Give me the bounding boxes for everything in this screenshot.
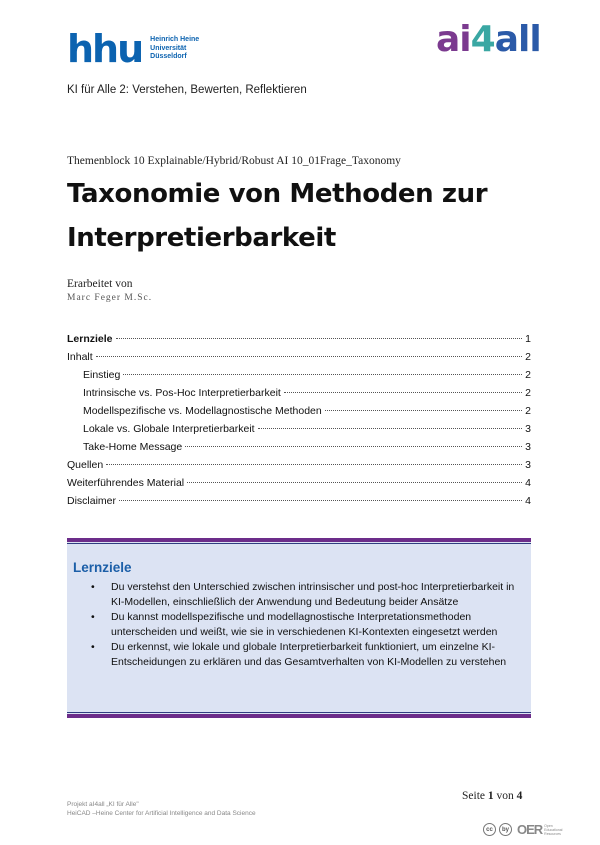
toc-leader-dots (96, 356, 522, 357)
learning-goals-title: Lernziele (73, 560, 132, 575)
toc-entry-label: Intrinsische vs. Pos-Hoc Interpretierbarkeit (83, 387, 281, 399)
toc-leader-dots (185, 446, 522, 447)
license-badges (483, 822, 562, 837)
author-label: Erarbeitet von (67, 278, 133, 290)
toc-entry-label: Modellspezifische vs. Modellagnostische Methoden (83, 405, 322, 417)
bullet-icon: • (91, 641, 95, 653)
toc-entry-label: Einstieg (83, 369, 121, 381)
toc-leader-dots (325, 410, 522, 411)
bullet-icon: • (91, 611, 95, 623)
toc-entry[interactable] (67, 420, 531, 438)
learning-goals-list (67, 580, 531, 670)
toc-entry-page: 4 (525, 477, 531, 489)
toc-entry-page: 2 (525, 405, 531, 417)
author-name: Marc Feger M.Sc. (67, 293, 153, 303)
toc-leader-dots (123, 374, 522, 375)
toc-entry-label: Inhalt (67, 351, 93, 363)
course-title: KI für Alle 2: Verstehen, Bewerten, Reflektieren (67, 84, 307, 96)
footer-project-line: Projekt aI4all „KI für Alle" (67, 801, 139, 808)
toc-entry-page: 3 (525, 459, 531, 471)
page-title: Taxonomie von Methoden zur Interpretierbarkeit (67, 179, 488, 253)
toc-entry[interactable] (67, 366, 531, 384)
toc-entry-page: 2 (525, 387, 531, 399)
list-item: • Du verstehst den Unterschied zwischen intrinsischer und post-hoc Interpretierbarkeit in KI-Modellen, einschließlich der Anwendung und Bedeutung beider Ansätze (91, 581, 515, 608)
toc-entry[interactable] (67, 330, 531, 348)
hhu-logo-mark: hhu (67, 27, 143, 71)
toc-leader-dots (258, 428, 523, 429)
cc-license-icon: cc (483, 823, 496, 836)
toc-entry[interactable] (67, 492, 531, 510)
toc-entry-page: 2 (525, 351, 531, 363)
toc-entry-label: Take-Home Message (83, 441, 183, 453)
toc-entry-label: Lernziele (67, 333, 113, 345)
toc-leader-dots (187, 482, 522, 483)
toc-leader-dots (106, 464, 522, 465)
toc-entry-label: Disclaimer (67, 495, 117, 507)
hhu-logo-text: Heinrich Heine Universität Düsseldorf (150, 36, 200, 61)
toc-entry[interactable] (67, 402, 531, 420)
toc-entry[interactable] (67, 348, 531, 366)
learning-goals-box (67, 538, 531, 718)
oer-icon: OER (517, 822, 543, 837)
toc-leader-dots (116, 338, 523, 339)
toc-entry[interactable] (67, 456, 531, 474)
toc-entry[interactable] (67, 384, 531, 402)
page-number: Seite 1 von 4 (462, 790, 523, 802)
footer-center-line: HeiCAD –Heine Center for Artificial Intelligence and Data Science (67, 810, 256, 817)
hhu-logo (67, 27, 200, 71)
toc-entry-page: 3 (525, 423, 531, 435)
toc-entry-label: Lokale vs. Globale Interpretierbarkeit (83, 423, 255, 435)
theme-line: Themenblock 10 Explainable/Hybrid/Robust AI 10_01Frage_Taxonomy (67, 155, 401, 167)
bullet-icon: • (91, 581, 95, 593)
ai4all-logo: ai4all (436, 19, 541, 60)
toc-entry[interactable] (67, 474, 531, 492)
table-of-contents (67, 330, 531, 510)
toc-entry-page: 2 (525, 369, 531, 381)
toc-leader-dots (119, 500, 522, 501)
oer-badge: OER Open Educational Resources (517, 822, 563, 837)
list-item: • Du erkennst, wie lokale und globale Interpretierbarkeit funktioniert, um einzelne KI-Entscheidungen zu erklären und das Gesamtverhalten von KI-Modellen zu verstehen (91, 641, 507, 668)
toc-entry-page: 4 (525, 495, 531, 507)
toc-entry-label: Weiterführendes Material (67, 477, 185, 489)
toc-entry-page: 1 (525, 333, 531, 345)
by-attribution-icon: by (499, 823, 512, 836)
toc-entry-label: Quellen (67, 459, 104, 471)
list-item: • Du kannst modellspezifische und modellagnostische Interpretationsmethoden unterscheiden und weißt, wie sie in verschiedenen KI-Kontexten eingesetzt werden (91, 611, 498, 638)
toc-leader-dots (284, 392, 522, 393)
toc-entry[interactable] (67, 438, 531, 456)
toc-entry-page: 3 (525, 441, 531, 453)
